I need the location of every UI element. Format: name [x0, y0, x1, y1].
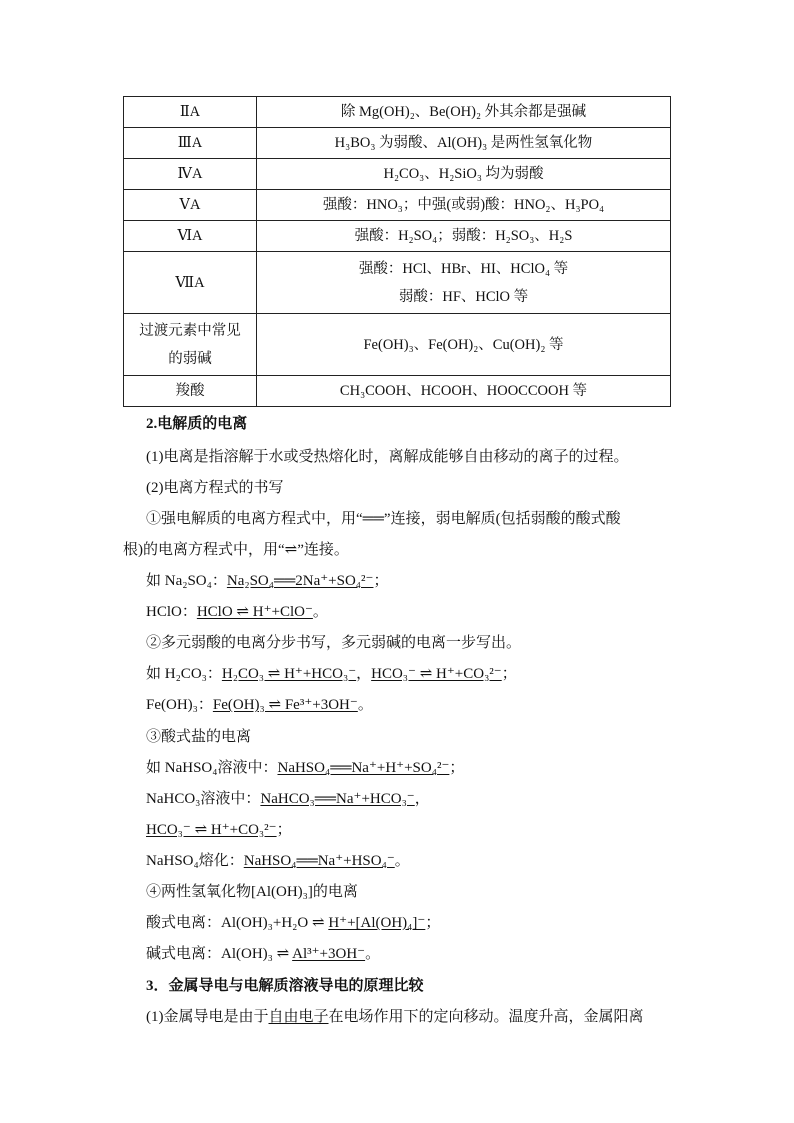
table-row — [124, 190, 671, 221]
equation-line — [146, 944, 380, 964]
punctuation: 。 — [365, 946, 381, 962]
equation-label: 酸式电离：Al(OH)₃+H₂O ⇌ — [146, 915, 329, 931]
text-run: 在电场作用下的定向移动。温度升高，金属阳离 — [328, 1009, 644, 1025]
punctuation: 。 — [394, 853, 410, 869]
equation: NaHSO₄══Na⁺+H⁺+SO₄²⁻ — [277, 760, 450, 776]
equation-line — [146, 664, 517, 684]
paragraph: ④两性氢氧化物[Al(OH)₃]的电离 — [146, 884, 358, 900]
table-cell-group — [124, 314, 257, 376]
table-cell-desc: H₂CO₃、H₂SiO₃ 均为弱酸 — [257, 159, 671, 190]
equation: NaHSO₄══Na⁺+HSO₄⁻ — [243, 853, 395, 869]
section-heading: 2.电解质的电离 — [146, 416, 248, 432]
equation-label: 如 NaHSO₄溶液中： — [146, 760, 278, 776]
equation-label: NaHCO₃溶液中： — [146, 791, 261, 807]
table-row — [124, 128, 671, 159]
equation-line — [146, 851, 410, 871]
table-row — [124, 221, 671, 252]
paragraph: ③酸式盐的电离 — [146, 729, 252, 745]
table-cell-group: ⅣA — [124, 159, 257, 190]
table-cell-line: 过渡元素中常见 — [139, 322, 241, 339]
paragraph — [146, 1007, 644, 1027]
acid-base-table — [123, 96, 671, 407]
equation-label: 如 H₂CO₃： — [146, 666, 222, 682]
table-cell-desc: 强酸：HNO₃；中强(或弱)酸：HNO₂、H₃PO₄ — [257, 190, 671, 221]
equation: NaHCO₃══Na⁺+HCO₃⁻ — [260, 791, 415, 807]
equation: H₂CO₃ ⇌ H⁺+HCO₃⁻ — [221, 666, 357, 682]
table-cell-desc — [257, 252, 671, 314]
punctuation: ； — [373, 573, 389, 589]
table-cell-group: ⅢA — [124, 128, 257, 159]
paragraph: (1)电离是指溶解于水或受热熔化时，离解成能够自由移动的离子的过程。 — [146, 449, 629, 465]
punctuation: ； — [276, 822, 292, 838]
punctuation: ； — [449, 760, 465, 776]
equation-label: 碱式电离：Al(OH)₃ ⇌ — [146, 946, 293, 962]
table-cell-line: 弱酸：HF、HClO 等 — [398, 288, 529, 305]
punctuation: ， — [414, 791, 430, 807]
equation-line — [146, 820, 292, 840]
table-cell-line: 的弱碱 — [168, 350, 212, 367]
paragraph: ②多元弱酸的电离分步书写，多元弱碱的电离一步写出。 — [146, 635, 522, 651]
table-row — [124, 159, 671, 190]
equation-line — [146, 913, 440, 933]
punctuation: ， — [356, 666, 372, 682]
table-cell-desc: H₃BO₃ 为弱酸、Al(OH)₃ 是两性氢氧化物 — [257, 128, 671, 159]
equation-label: 如 Na₂SO₄： — [146, 573, 227, 589]
section-heading: 3．金属导电与电解质溶液导电的原理比较 — [146, 978, 424, 994]
table-cell-desc: Fe(OH)₃、Fe(OH)₂、Cu(OH)₂ 等 — [257, 314, 671, 376]
table-cell-desc: CH₃COOH、HCOOH、HOOCCOOH 等 — [257, 376, 671, 407]
paragraph: (2)电离方程式的书写 — [146, 480, 284, 496]
table-cell-group: ⅤA — [124, 190, 257, 221]
punctuation: ； — [501, 666, 517, 682]
equation: HCO₃⁻ ⇌ H⁺+CO₃²⁻ — [371, 666, 502, 682]
equation-line — [146, 571, 388, 591]
paragraph: 根)的电离方程式中，用“⇌”连接。 — [123, 542, 349, 558]
equation: Fe(OH)₃ ⇌ Fe³⁺+3OH⁻ — [212, 697, 358, 713]
table-cell-group: 羧酸 — [124, 376, 257, 407]
table-cell-desc: 强酸：H₂SO₄；弱酸：H₂SO₃、H₂S — [257, 221, 671, 252]
equation-line — [146, 789, 430, 809]
table-cell-group: ⅥA — [124, 221, 257, 252]
table-cell-group: ⅦA — [124, 252, 257, 314]
equation: HCO₃⁻ ⇌ H⁺+CO₃²⁻ — [146, 822, 277, 838]
equation-label: HClO： — [146, 604, 197, 620]
table-cell-desc: 除 Mg(OH)₂、Be(OH)₂ 外其余都是强碱 — [257, 97, 671, 128]
table-cell-line: 强酸：HCl、HBr、HI、HClO₄ 等 — [358, 260, 569, 277]
table-cell-group: ⅡA — [124, 97, 257, 128]
equation: Na₂SO₄══2Na⁺+SO₄²⁻ — [226, 573, 374, 589]
equation-line — [146, 695, 373, 715]
equation: HClO ⇌ H⁺+ClO⁻ — [196, 604, 313, 620]
punctuation: 。 — [357, 697, 373, 713]
equation-label: NaHSO₄熔化： — [146, 853, 244, 869]
equation: Al³⁺+3OH⁻ — [292, 946, 366, 962]
underlined-term: 自由电子 — [268, 1009, 329, 1025]
equation-line — [146, 602, 328, 622]
punctuation: ； — [425, 915, 441, 931]
equation-label: Fe(OH)₃： — [146, 697, 213, 713]
table-row — [124, 314, 671, 376]
table-row — [124, 97, 671, 128]
equation-line — [146, 758, 464, 778]
table-row — [124, 376, 671, 407]
paragraph: ①强电解质的电离方程式中，用“══”连接，弱电解质(包括弱酸的酸式酸 — [146, 511, 621, 527]
punctuation: 。 — [312, 604, 328, 620]
table-row — [124, 252, 671, 314]
equation: H⁺+[Al(OH)₄]⁻ — [328, 915, 426, 931]
text-run: (1)金属导电是由于 — [146, 1009, 269, 1025]
